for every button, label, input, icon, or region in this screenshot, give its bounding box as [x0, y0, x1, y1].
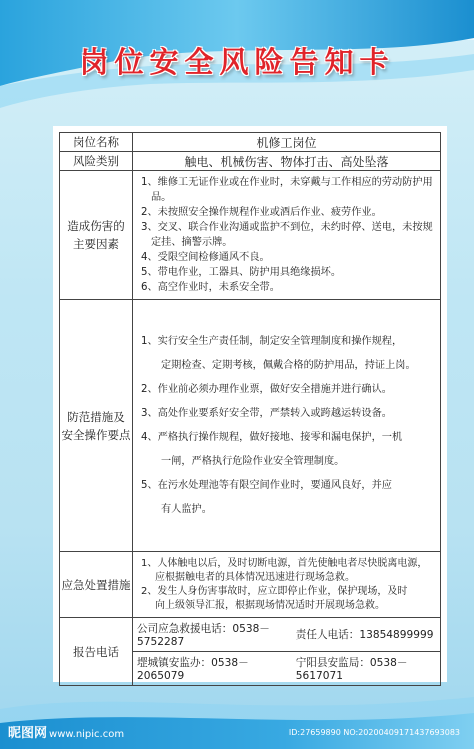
cause-item: 1、维修工无证作业或在作业时，未穿戴与工作相应的劳动防护用品。 — [141, 177, 433, 203]
risk-type-label: 风险类别 — [60, 152, 133, 171]
cause-item: 2、未按照安全操作规程作业或酒后作业、疲劳作业。 — [141, 207, 382, 218]
causes-list — [133, 171, 441, 300]
measure-item: 1、实行安全生产责任制，制定安全管理制度和操作规程， 定期检查、定期考核，佩戴合格的防护用品，持证上岗。 — [141, 335, 416, 371]
row-emergency — [60, 552, 441, 618]
causes-label — [60, 171, 133, 300]
measure-item: 4、严格执行操作规程，做好接地、接零和漏电保护，一机 一闸，严格执行危险作业安全管理制度。 — [141, 431, 403, 467]
risk-type-value: 触电、机械伤害、物体打击、高处坠落 — [133, 152, 441, 171]
row-measures — [60, 300, 441, 552]
risk-table — [59, 132, 441, 686]
causes-label-line1: 造成伤害的 — [67, 219, 125, 233]
causes-label-line2: 主要因素 — [73, 237, 119, 251]
phones-grid — [133, 618, 441, 686]
page-title: 岗位安全风险告知卡 — [79, 45, 395, 79]
measures-label-line1: 防范措施及 — [67, 409, 125, 424]
measure-item: 2、作业前必须办理作业票，做好安全措施并进行确认。 — [141, 383, 392, 395]
cause-item: 6、高空作业时，未系安全带。 — [141, 282, 280, 293]
phone-town-safety-office: 堽城镇安监办：0538－2065079 — [137, 657, 249, 682]
phones-label: 报告电话 — [60, 618, 133, 686]
measure-item: 5、在污水处理池等有限空间作业时，要通风良好，并应 有人监护。 — [141, 479, 392, 515]
measures-label — [60, 300, 133, 552]
phone-county-safety-bureau: 宁阳县安监局：0538－5617071 — [295, 657, 408, 682]
emergency-item: 1、人体触电以后，及时切断电源，首先使触电者尽快脱离电源， 应根据触电者的具体情况迅速进行现场急救。 — [141, 557, 428, 583]
post-name-label: 岗位名称 — [60, 133, 133, 152]
watermark-brand: 昵图网 www.nipic.com — [8, 726, 125, 741]
phone-responsible-person: 责任人电话：13854899999 — [292, 618, 440, 652]
measures-list — [133, 300, 441, 552]
risk-card — [53, 126, 447, 682]
cause-item: 5、带电作业，工器具、防护用具绝缘损坏。 — [141, 267, 342, 278]
row-phones — [60, 618, 441, 686]
row-risk-type — [60, 152, 441, 171]
phone-company-emergency: 公司应急救援电话：0538－5752287 — [133, 618, 292, 652]
row-causes — [60, 171, 441, 300]
cause-item: 4、受限空间检修通风不良。 — [141, 252, 270, 263]
measures-label-line2: 安全操作要点 — [61, 427, 131, 442]
post-name-value: 机修工岗位 — [133, 133, 441, 152]
cause-item: 3、交叉、联合作业沟通或监护不到位，未约时停、送电，未按规定挂、摘警示牌。 — [141, 222, 433, 248]
watermark-id: ID:27659890 NO:20200409171437693083 — [288, 728, 460, 737]
emergency-list — [133, 552, 441, 618]
emergency-label: 应急处置措施 — [60, 552, 133, 618]
row-post-name — [60, 133, 441, 152]
measure-item: 3、高处作业要系好安全带，严禁转入或跨越运转设备。 — [141, 407, 392, 419]
emergency-item: 2、发生人身伤害事故时，应立即停止作业，保护现场，及时 向上级领导汇报，根据现场情况适时开展现场急救。 — [141, 585, 408, 611]
